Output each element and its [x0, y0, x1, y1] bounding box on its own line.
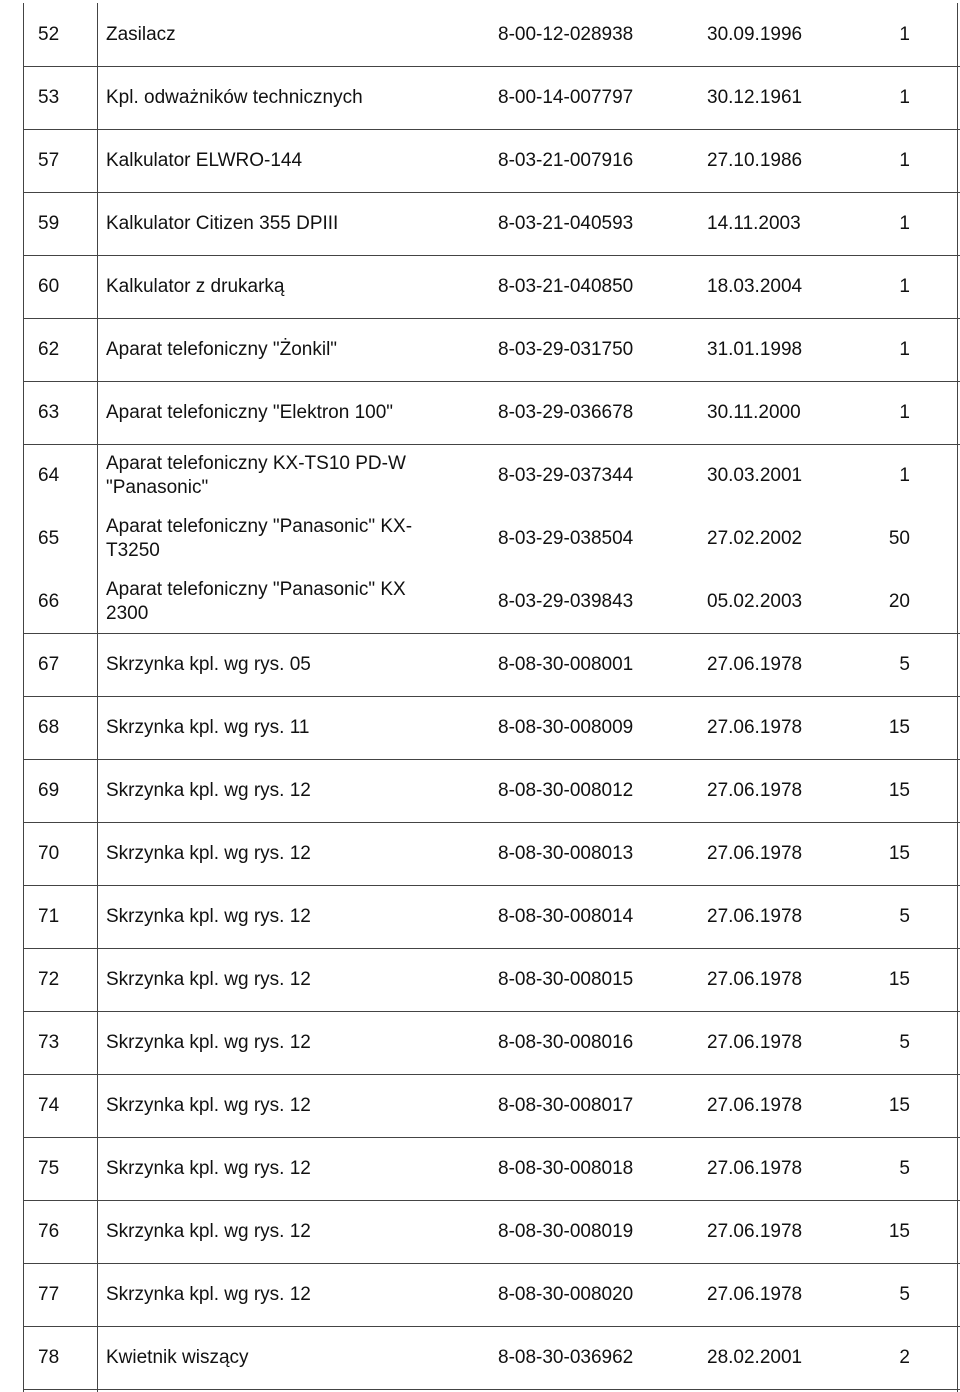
row-number: 63	[38, 401, 60, 423]
table-row	[0, 66, 960, 129]
item-name: Skrzynka kpl. wg rys. 12	[106, 1157, 311, 1179]
item-name: Skrzynka kpl. wg rys. 05	[106, 653, 311, 675]
row-number: 72	[38, 968, 60, 990]
inventory-code: 8-08-30-008016	[498, 1031, 634, 1053]
inventory-code: 8-03-29-038504	[498, 527, 634, 549]
quantity: 15	[888, 1094, 910, 1116]
acquisition-date: 30.09.1996	[707, 23, 803, 45]
quantity: 1	[899, 86, 910, 108]
row-number: 69	[38, 779, 60, 801]
inventory-code: 8-03-21-007916	[498, 149, 634, 171]
acquisition-date: 27.10.1986	[707, 149, 803, 171]
item-name-line1: Aparat telefoniczny "Panasonic" KX-	[106, 515, 413, 537]
inventory-code: 8-08-30-008014	[498, 905, 634, 927]
quantity: 1	[899, 212, 910, 234]
table-row	[0, 129, 960, 192]
acquisition-date: 27.06.1978	[707, 1157, 803, 1179]
acquisition-date: 14.11.2003	[707, 212, 801, 234]
inventory-code: 8-08-30-008013	[498, 842, 634, 864]
quantity: 1	[899, 275, 910, 297]
inventory-code: 8-03-29-039843	[498, 590, 634, 612]
item-name: Skrzynka kpl. wg rys. 11	[106, 716, 310, 738]
acquisition-date: 27.06.1978	[707, 1094, 803, 1116]
table-row	[0, 1263, 960, 1326]
item-name: Kpl. odważników technicznych	[106, 86, 363, 108]
table-row	[0, 570, 960, 633]
table-border-bottom	[23, 1389, 960, 1390]
item-name: Kwietnik wiszący	[106, 1346, 249, 1368]
quantity: 1	[899, 401, 910, 423]
quantity: 15	[888, 1220, 910, 1242]
row-number: 78	[38, 1346, 60, 1368]
acquisition-date: 27.06.1978	[707, 968, 803, 990]
quantity: 5	[899, 653, 910, 675]
acquisition-date: 05.02.2003	[707, 590, 803, 612]
inventory-code: 8-08-30-008020	[498, 1283, 634, 1305]
row-number: 64	[38, 464, 60, 486]
row-number: 66	[38, 590, 60, 612]
acquisition-date: 27.06.1978	[707, 1220, 803, 1242]
item-name: Zasilacz	[106, 23, 176, 45]
row-number: 77	[38, 1283, 60, 1305]
inventory-code: 8-08-30-008017	[498, 1094, 634, 1116]
inventory-code: 8-08-30-008012	[498, 779, 634, 801]
table-row	[0, 255, 960, 318]
quantity: 15	[888, 968, 910, 990]
quantity: 20	[888, 590, 910, 612]
item-name-line2: T3250	[106, 539, 160, 561]
quantity: 1	[899, 23, 910, 45]
item-name: Skrzynka kpl. wg rys. 12	[106, 1094, 311, 1116]
row-number: 60	[38, 275, 60, 297]
quantity: 1	[899, 149, 910, 171]
item-name: Skrzynka kpl. wg rys. 12	[106, 779, 311, 801]
quantity: 50	[888, 527, 910, 549]
inventory-code: 8-03-29-037344	[498, 464, 634, 486]
item-name: Aparat telefoniczny "Elektron 100"	[106, 401, 394, 423]
table-row	[0, 3, 960, 66]
table-row	[0, 633, 960, 696]
row-number: 76	[38, 1220, 60, 1242]
row-number: 73	[38, 1031, 60, 1053]
acquisition-date: 31.01.1998	[707, 338, 803, 360]
row-number: 53	[38, 86, 60, 108]
inventory-code: 8-08-30-008018	[498, 1157, 634, 1179]
inventory-table	[0, 3, 960, 1389]
acquisition-date: 27.06.1978	[707, 716, 803, 738]
table-row	[0, 444, 960, 507]
row-number: 70	[38, 842, 60, 864]
acquisition-date: 30.11.2000	[707, 401, 801, 423]
acquisition-date: 30.12.1961	[707, 86, 803, 108]
acquisition-date: 27.06.1978	[707, 779, 803, 801]
item-name: Kalkulator Citizen 355 DPIII	[106, 212, 339, 234]
quantity: 1	[899, 464, 910, 486]
item-name-line1: Aparat telefoniczny KX-TS10 PD-W	[106, 452, 406, 474]
item-name: Skrzynka kpl. wg rys. 12	[106, 1220, 311, 1242]
table-row	[0, 1200, 960, 1263]
quantity: 2	[899, 1346, 910, 1368]
item-name: Skrzynka kpl. wg rys. 12	[106, 1031, 311, 1053]
merged-row-group	[0, 444, 960, 633]
item-name: Kalkulator z drukarką	[106, 275, 285, 297]
table-row	[0, 1011, 960, 1074]
table-row	[0, 1137, 960, 1200]
inventory-code: 8-03-29-031750	[498, 338, 634, 360]
row-number: 59	[38, 212, 60, 234]
item-name-line1: Aparat telefoniczny "Panasonic" KX	[106, 578, 406, 600]
item-name-line2: "Panasonic"	[106, 476, 209, 498]
inventory-code: 8-03-21-040593	[498, 212, 634, 234]
quantity: 5	[899, 1283, 910, 1305]
table-row	[0, 1074, 960, 1137]
inventory-code: 8-03-21-040850	[498, 275, 634, 297]
acquisition-date: 27.06.1978	[707, 1283, 803, 1305]
item-name: Skrzynka kpl. wg rys. 12	[106, 1283, 311, 1305]
quantity: 5	[899, 1031, 910, 1053]
quantity: 15	[888, 842, 910, 864]
quantity: 15	[888, 779, 910, 801]
row-number: 52	[38, 23, 60, 45]
row-number: 71	[38, 905, 60, 927]
inventory-code: 8-00-14-007797	[498, 86, 634, 108]
row-number: 62	[38, 338, 60, 360]
inventory-code: 8-00-12-028938	[498, 23, 634, 45]
row-number: 57	[38, 149, 60, 171]
acquisition-date: 30.03.2001	[707, 464, 803, 486]
row-number: 74	[38, 1094, 60, 1116]
acquisition-date: 27.06.1978	[707, 842, 803, 864]
table-row	[0, 318, 960, 381]
quantity: 15	[888, 716, 910, 738]
inventory-code: 8-08-30-036962	[498, 1346, 634, 1368]
table-row	[0, 885, 960, 948]
table-row	[0, 192, 960, 255]
row-number: 65	[38, 527, 60, 549]
inventory-code: 8-08-30-008015	[498, 968, 634, 990]
acquisition-date: 27.06.1978	[707, 653, 803, 675]
row-number: 68	[38, 716, 60, 738]
quantity: 5	[899, 905, 910, 927]
acquisition-date: 27.02.2002	[707, 527, 803, 549]
table-row	[0, 1326, 960, 1389]
table-row	[0, 381, 960, 444]
table-row	[0, 822, 960, 885]
quantity: 5	[899, 1157, 910, 1179]
acquisition-date: 27.06.1978	[707, 1031, 803, 1053]
row-number: 67	[38, 653, 60, 675]
acquisition-date: 27.06.1978	[707, 905, 803, 927]
table-row	[0, 507, 960, 570]
item-name: Skrzynka kpl. wg rys. 12	[106, 968, 311, 990]
inventory-code: 8-08-30-008001	[498, 653, 634, 675]
item-name: Aparat telefoniczny "Żonkil"	[106, 338, 338, 360]
quantity: 1	[899, 338, 910, 360]
inventory-code: 8-03-29-036678	[498, 401, 634, 423]
item-name: Kalkulator ELWRO-144	[106, 149, 303, 171]
table-row	[0, 759, 960, 822]
acquisition-date: 28.02.2001	[707, 1346, 803, 1368]
table-row	[0, 948, 960, 1011]
acquisition-date: 18.03.2004	[707, 275, 803, 297]
item-name-line2: 2300	[106, 602, 149, 624]
item-name: Skrzynka kpl. wg rys. 12	[106, 905, 311, 927]
inventory-code: 8-08-30-008009	[498, 716, 634, 738]
item-name: Skrzynka kpl. wg rys. 12	[106, 842, 311, 864]
inventory-code: 8-08-30-008019	[498, 1220, 634, 1242]
row-number: 75	[38, 1157, 60, 1179]
table-row	[0, 696, 960, 759]
